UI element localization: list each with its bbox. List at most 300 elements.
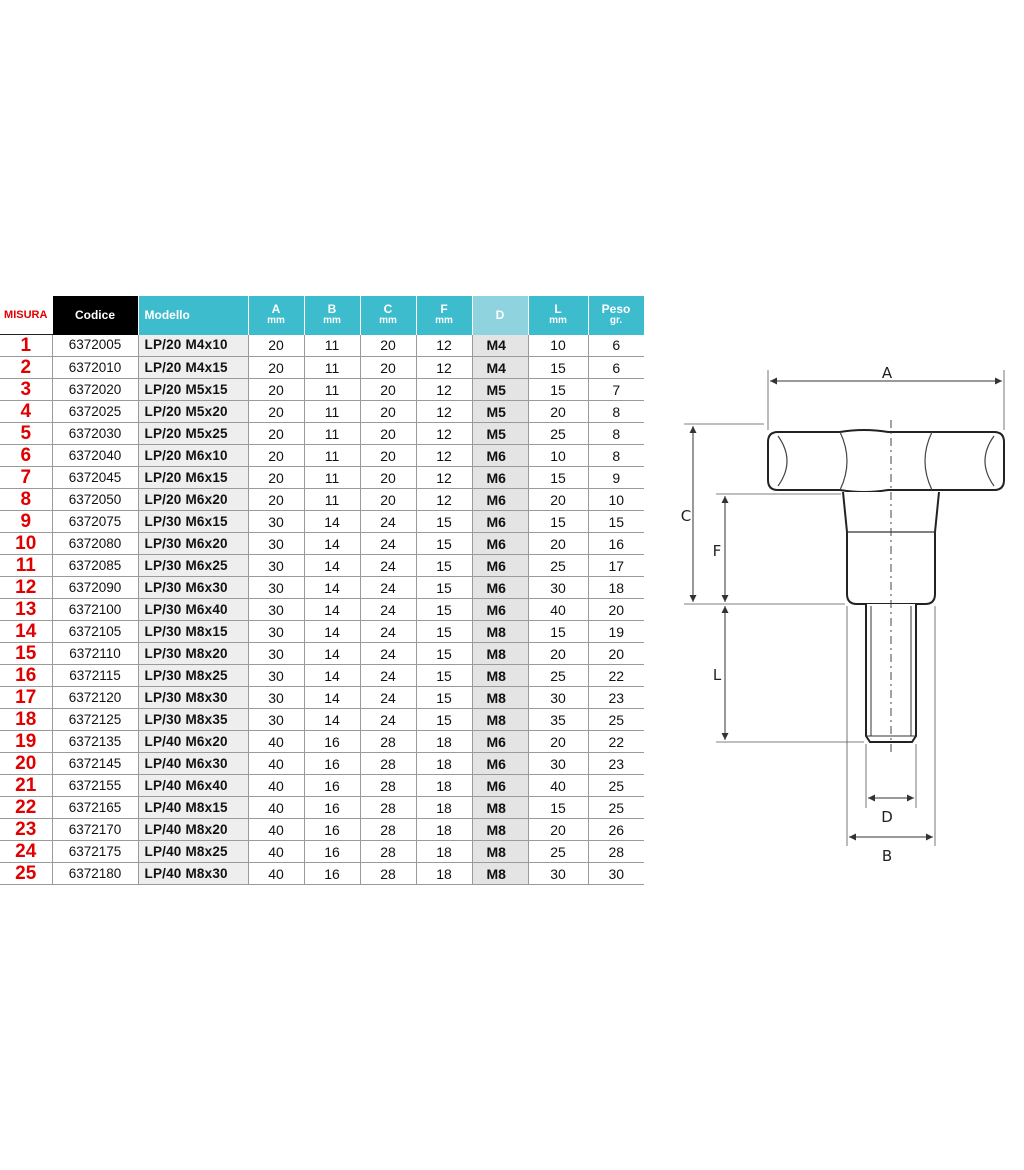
l-cell: 20 <box>528 533 588 555</box>
a-cell: 40 <box>248 753 304 775</box>
c-cell: 24 <box>360 599 416 621</box>
misura-cell: 15 <box>0 643 52 665</box>
a-cell: 40 <box>248 797 304 819</box>
header-peso <box>588 296 644 335</box>
modello-cell: LP/40 M8x25 <box>138 841 248 863</box>
f-cell: 15 <box>416 643 472 665</box>
table-row <box>0 555 644 577</box>
d-cell: M6 <box>472 533 528 555</box>
modello-cell: LP/40 M6x40 <box>138 775 248 797</box>
peso-cell: 10 <box>588 489 644 511</box>
d-cell: M8 <box>472 819 528 841</box>
c-cell: 24 <box>360 643 416 665</box>
peso-cell: 25 <box>588 797 644 819</box>
c-cell: 20 <box>360 423 416 445</box>
f-cell: 18 <box>416 841 472 863</box>
modello-cell: LP/30 M6x15 <box>138 511 248 533</box>
f-cell: 15 <box>416 599 472 621</box>
d-cell: M8 <box>472 687 528 709</box>
d-cell: M6 <box>472 555 528 577</box>
misura-cell: 25 <box>0 863 52 885</box>
b-cell: 11 <box>304 467 360 489</box>
peso-cell: 8 <box>588 423 644 445</box>
misura-cell: 11 <box>0 555 52 577</box>
f-cell: 18 <box>416 863 472 885</box>
c-cell: 24 <box>360 709 416 731</box>
a-cell: 30 <box>248 709 304 731</box>
header-peso-label: Peso <box>601 302 631 317</box>
a-cell: 30 <box>248 687 304 709</box>
f-cell: 18 <box>416 797 472 819</box>
f-cell: 12 <box>416 423 472 445</box>
misura-cell: 13 <box>0 599 52 621</box>
peso-cell: 22 <box>588 731 644 753</box>
modello-cell: LP/20 M5x15 <box>138 379 248 401</box>
dim-f-label: F <box>712 542 722 560</box>
a-cell: 30 <box>248 621 304 643</box>
l-cell: 40 <box>528 599 588 621</box>
d-cell: M5 <box>472 401 528 423</box>
a-cell: 30 <box>248 511 304 533</box>
misura-cell: 2 <box>0 357 52 379</box>
d-cell: M6 <box>472 599 528 621</box>
l-cell: 15 <box>528 511 588 533</box>
a-cell: 40 <box>248 731 304 753</box>
peso-cell: 8 <box>588 445 644 467</box>
modello-cell: LP/30 M8x25 <box>138 665 248 687</box>
d-cell: M6 <box>472 577 528 599</box>
modello-cell: LP/20 M6x20 <box>138 489 248 511</box>
misura-cell: 24 <box>0 841 52 863</box>
a-cell: 30 <box>248 533 304 555</box>
header-d: D <box>472 296 528 335</box>
b-cell: 14 <box>304 555 360 577</box>
modello-cell: LP/30 M8x30 <box>138 687 248 709</box>
misura-cell: 19 <box>0 731 52 753</box>
misura-cell: 12 <box>0 577 52 599</box>
d-cell: M8 <box>472 863 528 885</box>
f-cell: 15 <box>416 577 472 599</box>
b-cell: 16 <box>304 753 360 775</box>
b-cell: 11 <box>304 489 360 511</box>
modello-cell: LP/20 M6x10 <box>138 445 248 467</box>
codice-cell: 6372165 <box>52 797 138 819</box>
table-row <box>0 731 644 753</box>
b-cell: 14 <box>304 665 360 687</box>
modello-cell: LP/20 M4x10 <box>138 335 248 357</box>
table-row <box>0 533 644 555</box>
peso-cell: 8 <box>588 401 644 423</box>
peso-cell: 25 <box>588 775 644 797</box>
a-cell: 20 <box>248 467 304 489</box>
misura-cell: 17 <box>0 687 52 709</box>
header-b-unit: mm <box>323 315 341 327</box>
codice-cell: 6372010 <box>52 357 138 379</box>
modello-cell: LP/30 M8x20 <box>138 643 248 665</box>
modello-cell: LP/40 M8x15 <box>138 797 248 819</box>
b-cell: 11 <box>304 357 360 379</box>
l-cell: 20 <box>528 819 588 841</box>
f-cell: 15 <box>416 687 472 709</box>
misura-cell: 5 <box>0 423 52 445</box>
table-row <box>0 511 644 533</box>
a-cell: 30 <box>248 643 304 665</box>
b-cell: 16 <box>304 731 360 753</box>
f-cell: 12 <box>416 467 472 489</box>
a-cell: 30 <box>248 665 304 687</box>
a-cell: 20 <box>248 335 304 357</box>
b-cell: 14 <box>304 709 360 731</box>
b-cell: 16 <box>304 797 360 819</box>
b-cell: 16 <box>304 863 360 885</box>
b-cell: 16 <box>304 819 360 841</box>
b-cell: 14 <box>304 621 360 643</box>
a-cell: 40 <box>248 775 304 797</box>
codice-cell: 6372170 <box>52 819 138 841</box>
table-row <box>0 357 644 379</box>
modello-cell: LP/30 M8x15 <box>138 621 248 643</box>
codice-cell: 6372080 <box>52 533 138 555</box>
header-l-unit: mm <box>549 315 567 327</box>
codice-cell: 6372100 <box>52 599 138 621</box>
l-cell: 20 <box>528 643 588 665</box>
a-cell: 40 <box>248 819 304 841</box>
l-cell: 15 <box>528 467 588 489</box>
table-row <box>0 577 644 599</box>
codice-cell: 6372115 <box>52 665 138 687</box>
codice-cell: 6372155 <box>52 775 138 797</box>
c-cell: 20 <box>360 379 416 401</box>
d-cell: M6 <box>472 467 528 489</box>
l-cell: 25 <box>528 841 588 863</box>
modello-cell: LP/30 M6x40 <box>138 599 248 621</box>
header-l-label: L <box>554 302 562 317</box>
codice-cell: 6372040 <box>52 445 138 467</box>
dim-c-label: C <box>680 507 692 525</box>
c-cell: 24 <box>360 555 416 577</box>
b-cell: 14 <box>304 511 360 533</box>
codice-cell: 6372105 <box>52 621 138 643</box>
l-cell: 10 <box>528 445 588 467</box>
d-cell: M6 <box>472 775 528 797</box>
table-row <box>0 467 644 489</box>
f-cell: 18 <box>416 775 472 797</box>
modello-cell: LP/30 M6x25 <box>138 555 248 577</box>
c-cell: 28 <box>360 775 416 797</box>
table-row <box>0 841 644 863</box>
header-codice: Codice <box>52 296 138 335</box>
codice-cell: 6372180 <box>52 863 138 885</box>
b-cell: 16 <box>304 775 360 797</box>
b-cell: 11 <box>304 379 360 401</box>
b-cell: 14 <box>304 533 360 555</box>
a-cell: 20 <box>248 379 304 401</box>
c-cell: 28 <box>360 841 416 863</box>
table-row <box>0 489 644 511</box>
d-cell: M8 <box>472 643 528 665</box>
a-cell: 20 <box>248 489 304 511</box>
header-c-label: C <box>383 302 393 317</box>
table-row <box>0 775 644 797</box>
header-f-label: F <box>440 302 448 317</box>
misura-cell: 9 <box>0 511 52 533</box>
table-row <box>0 753 644 775</box>
f-cell: 12 <box>416 489 472 511</box>
a-cell: 20 <box>248 445 304 467</box>
l-cell: 10 <box>528 335 588 357</box>
l-cell: 20 <box>528 731 588 753</box>
b-cell: 14 <box>304 599 360 621</box>
c-cell: 20 <box>360 467 416 489</box>
table-row <box>0 687 644 709</box>
table-row <box>0 665 644 687</box>
modello-cell: LP/30 M6x30 <box>138 577 248 599</box>
peso-cell: 18 <box>588 577 644 599</box>
peso-cell: 19 <box>588 621 644 643</box>
modello-cell: LP/20 M4x15 <box>138 357 248 379</box>
d-cell: M8 <box>472 797 528 819</box>
f-cell: 12 <box>416 335 472 357</box>
d-cell: M5 <box>472 379 528 401</box>
misura-cell: 8 <box>0 489 52 511</box>
c-cell: 20 <box>360 357 416 379</box>
peso-cell: 23 <box>588 753 644 775</box>
peso-cell: 6 <box>588 357 644 379</box>
table-row <box>0 819 644 841</box>
f-cell: 15 <box>416 533 472 555</box>
header-l <box>528 296 588 335</box>
f-cell: 15 <box>416 621 472 643</box>
l-cell: 15 <box>528 797 588 819</box>
a-cell: 30 <box>248 599 304 621</box>
misura-cell: 7 <box>0 467 52 489</box>
c-cell: 24 <box>360 511 416 533</box>
peso-cell: 30 <box>588 863 644 885</box>
l-cell: 15 <box>528 379 588 401</box>
table-row <box>0 709 644 731</box>
header-peso-unit: gr. <box>609 315 623 327</box>
header-a <box>248 296 304 335</box>
f-cell: 15 <box>416 555 472 577</box>
header-a-label: A <box>271 302 281 317</box>
d-cell: M8 <box>472 665 528 687</box>
header-a-unit: mm <box>267 315 285 327</box>
dim-l-label: L <box>712 666 722 684</box>
misura-cell: 14 <box>0 621 52 643</box>
b-cell: 14 <box>304 687 360 709</box>
peso-cell: 9 <box>588 467 644 489</box>
knob-head <box>768 430 1004 492</box>
b-cell: 14 <box>304 577 360 599</box>
l-cell: 25 <box>528 423 588 445</box>
dim-a-label: A <box>881 364 893 382</box>
codice-cell: 6372045 <box>52 467 138 489</box>
misura-cell: 3 <box>0 379 52 401</box>
f-cell: 12 <box>416 379 472 401</box>
l-cell: 30 <box>528 753 588 775</box>
b-cell: 11 <box>304 335 360 357</box>
spec-table <box>0 296 645 885</box>
header-modello: Modello <box>138 296 248 335</box>
c-cell: 28 <box>360 753 416 775</box>
a-cell: 40 <box>248 863 304 885</box>
table-row <box>0 379 644 401</box>
knob-technical-drawing <box>660 350 1016 870</box>
table-row <box>0 445 644 467</box>
peso-cell: 15 <box>588 511 644 533</box>
d-cell: M4 <box>472 335 528 357</box>
misura-cell: 4 <box>0 401 52 423</box>
f-cell: 12 <box>416 357 472 379</box>
header-c-unit: mm <box>379 315 397 327</box>
d-cell: M4 <box>472 357 528 379</box>
peso-cell: 20 <box>588 643 644 665</box>
table-row <box>0 643 644 665</box>
modello-cell: LP/20 M5x25 <box>138 423 248 445</box>
header-b <box>304 296 360 335</box>
l-cell: 20 <box>528 401 588 423</box>
c-cell: 20 <box>360 335 416 357</box>
header-f <box>416 296 472 335</box>
codice-cell: 6372135 <box>52 731 138 753</box>
a-cell: 20 <box>248 423 304 445</box>
d-cell: M6 <box>472 511 528 533</box>
f-cell: 12 <box>416 445 472 467</box>
table-row <box>0 423 644 445</box>
d-cell: M6 <box>472 731 528 753</box>
l-cell: 30 <box>528 863 588 885</box>
header-c <box>360 296 416 335</box>
table-body <box>0 335 644 885</box>
codice-cell: 6372030 <box>52 423 138 445</box>
codice-cell: 6372110 <box>52 643 138 665</box>
misura-cell: 21 <box>0 775 52 797</box>
codice-cell: 6372050 <box>52 489 138 511</box>
c-cell: 28 <box>360 797 416 819</box>
modello-cell: LP/40 M6x20 <box>138 731 248 753</box>
b-cell: 11 <box>304 445 360 467</box>
c-cell: 20 <box>360 401 416 423</box>
f-cell: 15 <box>416 665 472 687</box>
l-cell: 25 <box>528 665 588 687</box>
peso-cell: 17 <box>588 555 644 577</box>
misura-cell: 23 <box>0 819 52 841</box>
misura-cell: 1 <box>0 335 52 357</box>
modello-cell: LP/20 M5x20 <box>138 401 248 423</box>
l-cell: 15 <box>528 621 588 643</box>
b-cell: 11 <box>304 401 360 423</box>
b-cell: 14 <box>304 643 360 665</box>
a-cell: 40 <box>248 841 304 863</box>
codice-cell: 6372025 <box>52 401 138 423</box>
modello-cell: LP/40 M8x30 <box>138 863 248 885</box>
a-cell: 30 <box>248 577 304 599</box>
c-cell: 28 <box>360 819 416 841</box>
table-header-row <box>0 296 644 335</box>
modello-cell: LP/40 M6x30 <box>138 753 248 775</box>
codice-cell: 6372175 <box>52 841 138 863</box>
table-row <box>0 863 644 885</box>
f-cell: 12 <box>416 401 472 423</box>
peso-cell: 6 <box>588 335 644 357</box>
f-cell: 15 <box>416 709 472 731</box>
modello-cell: LP/30 M6x20 <box>138 533 248 555</box>
codice-cell: 6372020 <box>52 379 138 401</box>
dim-b-label: B <box>881 847 893 865</box>
table-row <box>0 599 644 621</box>
l-cell: 15 <box>528 357 588 379</box>
l-cell: 30 <box>528 577 588 599</box>
table-row <box>0 335 644 357</box>
table-row <box>0 797 644 819</box>
f-cell: 15 <box>416 511 472 533</box>
d-cell: M6 <box>472 489 528 511</box>
codice-cell: 6372075 <box>52 511 138 533</box>
a-cell: 30 <box>248 555 304 577</box>
codice-cell: 6372125 <box>52 709 138 731</box>
f-cell: 18 <box>416 753 472 775</box>
codice-cell: 6372005 <box>52 335 138 357</box>
header-f-unit: mm <box>435 315 453 327</box>
peso-cell: 26 <box>588 819 644 841</box>
modello-cell: LP/40 M8x20 <box>138 819 248 841</box>
table-row <box>0 401 644 423</box>
c-cell: 24 <box>360 621 416 643</box>
b-cell: 11 <box>304 423 360 445</box>
peso-cell: 7 <box>588 379 644 401</box>
table-row <box>0 621 644 643</box>
d-cell: M6 <box>472 753 528 775</box>
b-cell: 16 <box>304 841 360 863</box>
l-cell: 40 <box>528 775 588 797</box>
modello-cell: LP/20 M6x15 <box>138 467 248 489</box>
l-cell: 20 <box>528 489 588 511</box>
misura-cell: 22 <box>0 797 52 819</box>
c-cell: 24 <box>360 533 416 555</box>
header-misura: MISURA <box>0 296 52 335</box>
misura-cell: 6 <box>0 445 52 467</box>
a-cell: 20 <box>248 357 304 379</box>
misura-cell: 16 <box>0 665 52 687</box>
l-cell: 25 <box>528 555 588 577</box>
codice-cell: 6372090 <box>52 577 138 599</box>
misura-cell: 20 <box>0 753 52 775</box>
peso-cell: 25 <box>588 709 644 731</box>
a-cell: 20 <box>248 401 304 423</box>
peso-cell: 16 <box>588 533 644 555</box>
dim-d-label: D <box>881 808 893 826</box>
c-cell: 28 <box>360 863 416 885</box>
c-cell: 24 <box>360 687 416 709</box>
header-b-label: B <box>327 302 337 317</box>
d-cell: M8 <box>472 841 528 863</box>
codice-cell: 6372120 <box>52 687 138 709</box>
modello-cell: LP/30 M8x35 <box>138 709 248 731</box>
misura-cell: 10 <box>0 533 52 555</box>
c-cell: 24 <box>360 577 416 599</box>
d-cell: M8 <box>472 709 528 731</box>
f-cell: 18 <box>416 731 472 753</box>
d-cell: M8 <box>472 621 528 643</box>
codice-cell: 6372145 <box>52 753 138 775</box>
c-cell: 28 <box>360 731 416 753</box>
peso-cell: 22 <box>588 665 644 687</box>
d-cell: M6 <box>472 445 528 467</box>
l-cell: 30 <box>528 687 588 709</box>
peso-cell: 23 <box>588 687 644 709</box>
f-cell: 18 <box>416 819 472 841</box>
peso-cell: 28 <box>588 841 644 863</box>
